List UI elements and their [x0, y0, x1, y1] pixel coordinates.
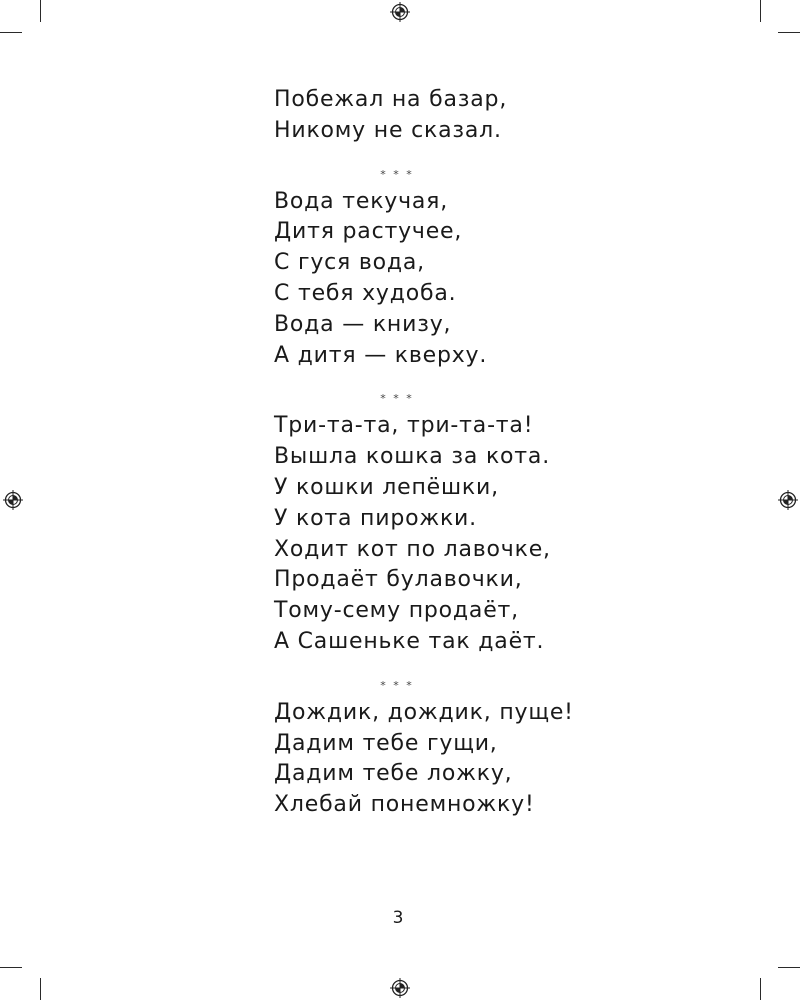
crop-mark-bottom-right-vertical — [760, 978, 761, 1000]
poem-line: А Сашеньке так даёт. — [274, 628, 545, 654]
poem-line: У кошки лепёшки, — [274, 474, 499, 500]
crop-mark-top-right-horizontal — [778, 32, 800, 33]
registration-mark-icon — [3, 490, 23, 510]
poem-line: Вода текучая, — [274, 188, 449, 214]
crop-mark-bottom-left-vertical — [40, 978, 41, 1000]
stanza-3 — [274, 411, 594, 657]
stanza-2 — [274, 187, 594, 372]
poem-line: Никому не сказал. — [274, 117, 502, 143]
poem-line: Продаёт булавочки, — [274, 567, 523, 593]
stanza-separator — [274, 147, 520, 187]
poem-line: Вышла кошка за кота. — [274, 444, 550, 470]
poem-line: Три-та-та, три-та-та! — [274, 413, 534, 439]
page-number: 3 — [392, 908, 404, 928]
crop-mark-top-left-horizontal — [0, 32, 22, 33]
poem-line: Дождик, дождик, пуще! — [274, 699, 574, 725]
poem-line: Ходит кот по лавочке, — [274, 536, 551, 562]
poem-line: Дитя растучее, — [274, 219, 463, 245]
crop-mark-top-right-vertical — [760, 0, 761, 22]
registration-mark-icon — [778, 490, 798, 510]
poem-line: Вода — книзу, — [274, 311, 452, 337]
poem-line: Хлебай понемножку! — [274, 792, 535, 818]
poem-line: Дадим тебе гущи, — [274, 730, 498, 756]
poem-line: С гуся вода, — [274, 250, 425, 276]
poem-line: Тому-сему продаёт, — [274, 598, 519, 624]
poem-text-block — [274, 85, 594, 821]
separator-asterisks: * * * — [380, 392, 414, 406]
registration-mark-icon — [390, 978, 410, 998]
poem-line: У кота пирожки. — [274, 505, 477, 531]
stanza-separator — [274, 658, 520, 698]
separator-asterisks: * * * — [380, 678, 414, 692]
poem-line: С тебя худоба. — [274, 280, 457, 306]
poem-line: Побежал на базар, — [274, 87, 508, 112]
stanza-4 — [274, 698, 594, 821]
stanza-1 — [274, 85, 594, 147]
poem-line: Дадим тебе ложку, — [274, 761, 513, 787]
poem-line: А дитя — кверху. — [274, 342, 488, 368]
crop-mark-bottom-right-horizontal — [778, 967, 800, 968]
crop-mark-top-left-vertical — [40, 0, 41, 22]
stanza-separator — [274, 371, 520, 411]
separator-asterisks: * * * — [380, 167, 414, 181]
crop-mark-bottom-left-horizontal — [0, 967, 22, 968]
registration-mark-icon — [390, 2, 410, 22]
